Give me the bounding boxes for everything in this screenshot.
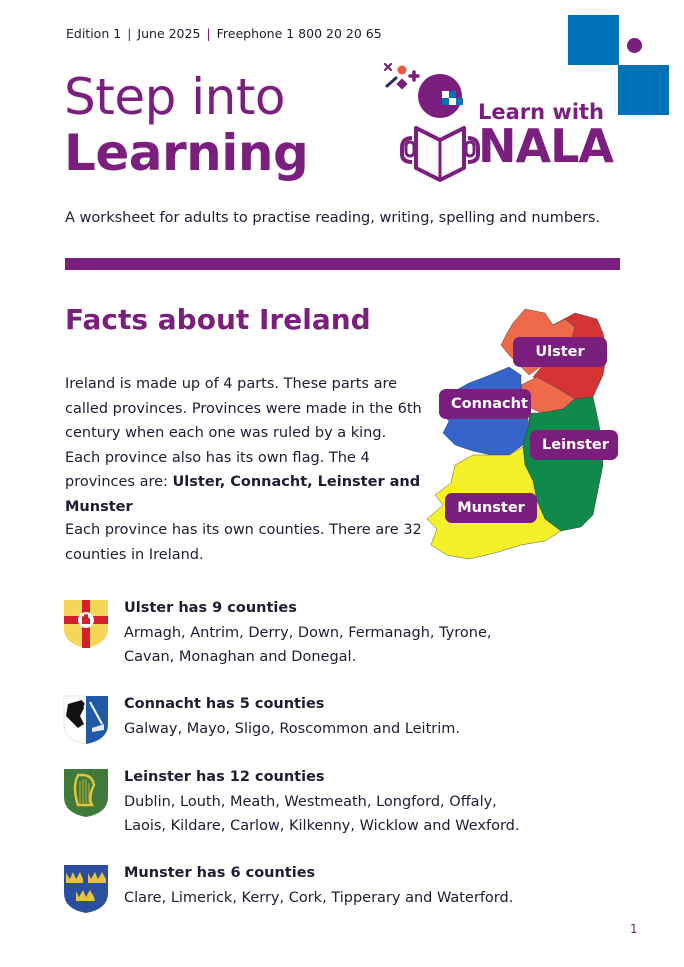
separator: | [206,26,211,41]
logo-line-1: Learn with [478,100,604,124]
province-counties: Dublin, Louth, Meath, Westmeath, Longford, Offaly, Laois, Kildare, Carlow, Kilkenny, Wicklow and Wexford. [124,793,520,834]
logo-wordmark [478,100,614,173]
edition-info [66,26,382,41]
page-number: 1 [630,922,638,936]
province-title: Leinster has 12 counties [124,769,325,785]
freephone-number: Freephone 1 800 20 20 65 [216,26,382,41]
province-title: Ulster has 9 counties [124,600,297,616]
intro-paragraph [65,372,425,519]
section-title: Facts about Ireland [65,303,371,336]
page-title [64,68,309,182]
worksheet-description: A worksheet for adults to practise reading, writing, spelling and numbers. [65,210,601,226]
edition-label: Edition 1 [66,26,122,41]
province-counties: Galway, Mayo, Sligo, Roscommon and Leitrim. [124,720,460,737]
province-leinster [62,765,532,835]
province-connacht [62,692,532,742]
province-counties: Clare, Limerick, Kerry, Cork, Tipperary and Waterford. [124,889,514,906]
logo-line-2: NALA [478,119,614,173]
province-ulster [62,596,532,666]
map-label-leinster: Leinster [530,430,618,460]
intro-text: Ireland is made up of 4 parts. These parts are called provinces. Provinces were made in the 6th century when each one was ruled by a king. Each province also has its own flag. The 4 provinces are: [65,376,422,490]
province-counties: Armagh, Antrim, Derry, Down, Fermanagh, Tyrone, Cavan, Monaghan and Donegal. [124,624,492,665]
map-label-ulster: Ulster [513,337,607,367]
leinster-flag-icon [62,767,110,819]
ulster-flag-icon [62,598,110,650]
map-label-connacht: Connacht [439,389,531,419]
province-munster [62,861,532,911]
decorative-square [618,65,669,115]
decorative-dot [627,38,642,53]
edition-date: June 2025 [137,26,201,41]
province-title: Connacht has 5 counties [124,696,325,712]
connacht-flag-icon [62,694,110,746]
province-names: Ulster, Connacht, Leinster and Munster [65,474,421,515]
title-line-2: Learning [64,124,309,182]
province-title: Munster has 6 counties [124,865,316,881]
separator: | [127,26,132,41]
counties-paragraph: Each province has its own counties. There are 32 counties in Ireland. [65,522,422,563]
title-line-1: Step into [64,68,286,126]
divider [65,258,620,270]
munster-flag-icon [62,863,110,915]
map-label-munster: Munster [445,493,537,523]
